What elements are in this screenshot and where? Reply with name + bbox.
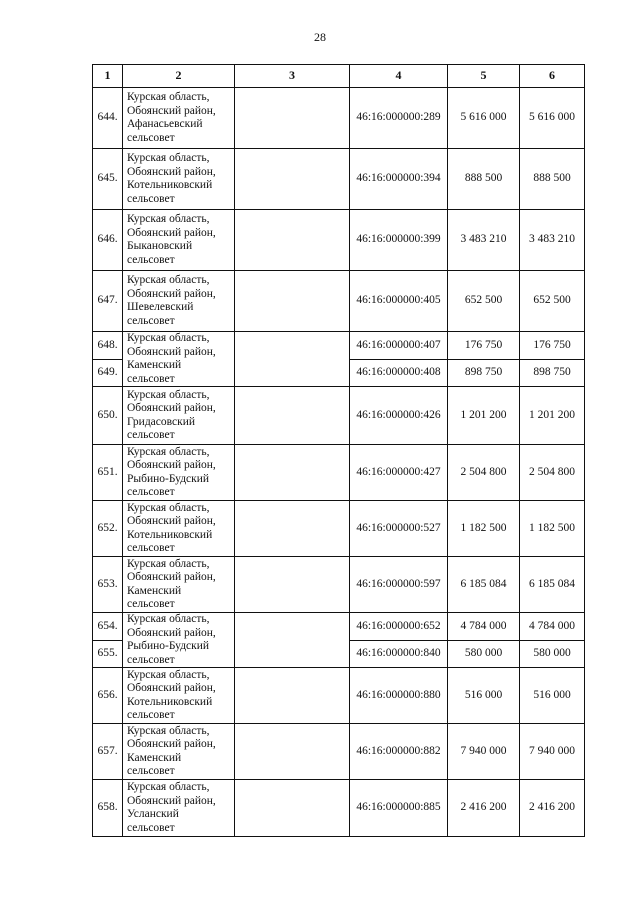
- value-col5: 580 000: [448, 640, 520, 668]
- cadastral-number: 46:16:000000:840: [350, 640, 448, 668]
- value-col5: 176 750: [448, 332, 520, 360]
- cadastral-number: 46:16:000000:880: [350, 668, 448, 724]
- value-col6: 1 182 500: [520, 501, 585, 557]
- cadastral-number: 46:16:000000:408: [350, 359, 448, 387]
- value-col5: 2 504 800: [448, 445, 520, 501]
- table-header-row: [93, 65, 585, 88]
- row-number: 650.: [93, 387, 123, 445]
- value-col5: 1 182 500: [448, 501, 520, 557]
- address-cell: Курская область, Обоянский район, Каменский сельсовет: [123, 557, 235, 613]
- cadastral-number: 46:16:000000:652: [350, 613, 448, 641]
- value-col6: 6 185 084: [520, 557, 585, 613]
- table-row: [93, 724, 585, 780]
- row-number: 652.: [93, 501, 123, 557]
- row-number: 658.: [93, 780, 123, 837]
- address-cell: Курская область, Обоянский район, Гридасовский сельсовет: [123, 387, 235, 445]
- empty-cell: [235, 88, 350, 149]
- address-cell: Курская область, Обоянский район, Рыбино-Будский сельсовет: [123, 613, 235, 668]
- value-col6: 176 750: [520, 332, 585, 360]
- empty-cell: [235, 332, 350, 387]
- cadastral-number: 46:16:000000:405: [350, 271, 448, 332]
- value-col6: 888 500: [520, 149, 585, 210]
- row-number: 647.: [93, 271, 123, 332]
- value-col5: 652 500: [448, 271, 520, 332]
- cadastral-number: 46:16:000000:394: [350, 149, 448, 210]
- table-row: [93, 613, 585, 641]
- value-col6: 3 483 210: [520, 210, 585, 271]
- value-col5: 898 750: [448, 359, 520, 387]
- row-number: 653.: [93, 557, 123, 613]
- empty-cell: [235, 210, 350, 271]
- table-row: [93, 780, 585, 837]
- row-number: 645.: [93, 149, 123, 210]
- value-col5: 6 185 084: [448, 557, 520, 613]
- value-col5: 7 940 000: [448, 724, 520, 780]
- address-cell: Курская область, Обоянский район, Рыбино-Будский сельсовет: [123, 445, 235, 501]
- empty-cell: [235, 387, 350, 445]
- row-number: 655.: [93, 640, 123, 668]
- value-col5: 1 201 200: [448, 387, 520, 445]
- empty-cell: [235, 445, 350, 501]
- cadastral-number: 46:16:000000:399: [350, 210, 448, 271]
- table-row: [93, 387, 585, 445]
- empty-cell: [235, 668, 350, 724]
- empty-cell: [235, 501, 350, 557]
- table-row: [93, 210, 585, 271]
- table-row: [93, 271, 585, 332]
- address-cell: Курская область, Обоянский район, Котельниковский сельсовет: [123, 668, 235, 724]
- row-number: 649.: [93, 359, 123, 387]
- empty-cell: [235, 557, 350, 613]
- value-col6: 652 500: [520, 271, 585, 332]
- address-cell: Курская область, Обоянский район, Шевелевский сельсовет: [123, 271, 235, 332]
- column-header: 4: [350, 65, 448, 88]
- address-cell: Курская область, Обоянский район, Быкановский сельсовет: [123, 210, 235, 271]
- address-cell: Курская область, Обоянский район, Афанасьевский сельсовет: [123, 88, 235, 149]
- value-col6: 4 784 000: [520, 613, 585, 641]
- table-row: [93, 88, 585, 149]
- value-col6: 2 504 800: [520, 445, 585, 501]
- value-col5: 516 000: [448, 668, 520, 724]
- row-number: 657.: [93, 724, 123, 780]
- page-number: 28: [314, 30, 326, 44]
- empty-cell: [235, 613, 350, 668]
- table-row: [93, 149, 585, 210]
- address-cell: Курская область, Обоянский район, Усланский сельсовет: [123, 780, 235, 837]
- row-number: 654.: [93, 613, 123, 641]
- table-row: [93, 557, 585, 613]
- value-col6: 5 616 000: [520, 88, 585, 149]
- cadastral-number: 46:16:000000:527: [350, 501, 448, 557]
- empty-cell: [235, 780, 350, 837]
- table-row: [93, 501, 585, 557]
- value-col6: 516 000: [520, 668, 585, 724]
- row-number: 648.: [93, 332, 123, 360]
- value-col6: 7 940 000: [520, 724, 585, 780]
- value-col6: 898 750: [520, 359, 585, 387]
- value-col5: 5 616 000: [448, 88, 520, 149]
- cadastral-number: 46:16:000000:882: [350, 724, 448, 780]
- row-number: 646.: [93, 210, 123, 271]
- table-row: [93, 332, 585, 360]
- column-header: 5: [448, 65, 520, 88]
- cadastral-number: 46:16:000000:426: [350, 387, 448, 445]
- table-row: [93, 668, 585, 724]
- value-col5: 888 500: [448, 149, 520, 210]
- cadastral-number: 46:16:000000:597: [350, 557, 448, 613]
- address-cell: Курская область, Обоянский район, Каменский сельсовет: [123, 724, 235, 780]
- cadastral-number: 46:16:000000:885: [350, 780, 448, 837]
- column-header: 3: [235, 65, 350, 88]
- empty-cell: [235, 149, 350, 210]
- cadastral-number: 46:16:000000:289: [350, 88, 448, 149]
- address-cell: Курская область, Обоянский район, Каменский сельсовет: [123, 332, 235, 387]
- value-col6: 580 000: [520, 640, 585, 668]
- address-cell: Курская область, Обоянский район, Котельниковский сельсовет: [123, 501, 235, 557]
- cadastral-number: 46:16:000000:407: [350, 332, 448, 360]
- cadastral-number: 46:16:000000:427: [350, 445, 448, 501]
- column-header: 6: [520, 65, 585, 88]
- value-col5: 2 416 200: [448, 780, 520, 837]
- empty-cell: [235, 724, 350, 780]
- value-col6: 1 201 200: [520, 387, 585, 445]
- row-number: 656.: [93, 668, 123, 724]
- value-col6: 2 416 200: [520, 780, 585, 837]
- value-col5: 4 784 000: [448, 613, 520, 641]
- address-cell: Курская область, Обоянский район, Котельниковский сельсовет: [123, 149, 235, 210]
- column-header: 1: [93, 65, 123, 88]
- empty-cell: [235, 271, 350, 332]
- value-col5: 3 483 210: [448, 210, 520, 271]
- column-header: 2: [123, 65, 235, 88]
- row-number: 651.: [93, 445, 123, 501]
- row-number: 644.: [93, 88, 123, 149]
- land-registry-table: [92, 64, 585, 837]
- table-row: [93, 445, 585, 501]
